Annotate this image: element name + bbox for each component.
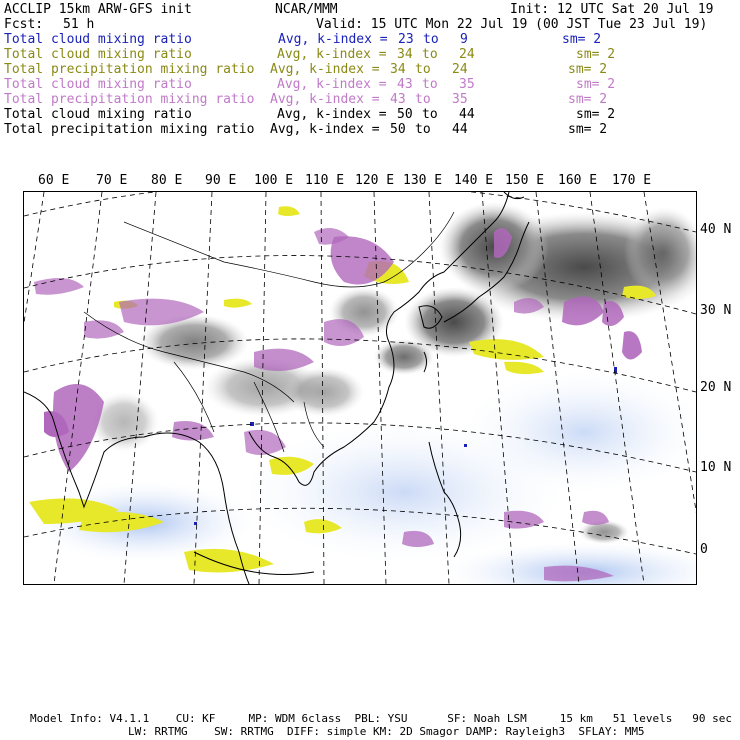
lat-label-10n: 10 N [700, 460, 732, 475]
legend-field-name: Total cloud mixing ratio [4, 77, 192, 92]
lon-label-90e: 90 E [205, 173, 237, 188]
forecast-label: Fcst: [4, 17, 44, 32]
lon-label-60e: 60 E [38, 173, 70, 188]
lon-label-170e: 170 E [612, 173, 652, 188]
legend-k-start: 23 [398, 32, 414, 47]
legend-smoothing: sm= 2 [576, 107, 616, 122]
legend-to-word: to [422, 77, 438, 92]
lat-label-40n: 40 N [700, 222, 732, 237]
legend-avg-label: Avg, k-index = [270, 122, 380, 137]
legend-smoothing: sm= 2 [568, 92, 608, 107]
legend-smoothing: sm= 2 [562, 32, 602, 47]
legend-to-word: to [423, 32, 439, 47]
lon-label-100e: 100 E [254, 173, 294, 188]
lon-label-140e: 140 E [454, 173, 494, 188]
model-info-line1: Model Info: V4.1.1 CU: KF MP: WDM 6class PBL: YSU SF: Noah LSM 15 km 51 levels 90 sec [30, 712, 732, 725]
model-info-line2: LW: RRTMG SW: RRTMG DIFF: simple KM: 2D Smagor DAMP: Rayleigh3 SFLAY: MM5 [128, 725, 645, 738]
lat-label-0: 0 [700, 542, 708, 557]
legend-avg-label: Avg, k-index = [277, 47, 387, 62]
legend-k-start: 50 [397, 107, 413, 122]
legend-k-end: 44 [452, 122, 468, 137]
lat-label-30n: 30 N [700, 303, 732, 318]
lon-label-110e: 110 E [305, 173, 345, 188]
legend-field-name: Total cloud mixing ratio [4, 47, 192, 62]
legend-k-start: 34 [397, 47, 413, 62]
lon-label-160e: 160 E [558, 173, 598, 188]
lat-label-20n: 20 N [700, 380, 732, 395]
lon-label-70e: 70 E [96, 173, 128, 188]
legend-field-name: Total cloud mixing ratio [4, 32, 192, 47]
legend-smoothing: sm= 2 [576, 77, 616, 92]
legend-avg-label: Avg, k-index = [278, 32, 388, 47]
legend-k-end: 35 [459, 77, 475, 92]
legend-smoothing: sm= 2 [568, 62, 608, 77]
legend-field-name: Total precipitation mixing ratio [4, 122, 255, 137]
legend-to-word: to [422, 107, 438, 122]
legend-avg-label: Avg, k-index = [277, 107, 387, 122]
forecast-hours: 51 h [63, 17, 95, 32]
lon-label-80e: 80 E [151, 173, 183, 188]
legend-k-start: 34 [390, 62, 406, 77]
legend-k-start: 43 [397, 77, 413, 92]
weather-map [23, 191, 697, 585]
legend-k-end: 24 [459, 47, 475, 62]
lon-label-120e: 120 E [355, 173, 395, 188]
legend-k-start: 43 [390, 92, 406, 107]
legend-field-name: Total precipitation mixing ratio [4, 92, 255, 107]
legend-to-word: to [422, 47, 438, 62]
legend-field-name: Total precipitation mixing ratio [4, 62, 255, 77]
legend-smoothing: sm= 2 [568, 122, 608, 137]
legend-to-word: to [415, 92, 431, 107]
model-title: ACCLIP 15km ARW-GFS init [4, 2, 192, 17]
lon-label-130e: 130 E [403, 173, 443, 188]
legend-k-start: 50 [390, 122, 406, 137]
legend-avg-label: Avg, k-index = [270, 92, 380, 107]
legend-k-end: 24 [452, 62, 468, 77]
init-time: Init: 12 UTC Sat 20 Jul 19 [510, 2, 714, 17]
legend-k-end: 9 [460, 32, 468, 47]
legend-to-word: to [415, 122, 431, 137]
organization-label: NCAR/MMM [275, 2, 338, 17]
valid-time: Valid: 15 UTC Mon 22 Jul 19 (00 JST Tue 23 Jul 19) [316, 17, 708, 32]
lon-label-150e: 150 E [505, 173, 545, 188]
map-canvas [24, 192, 696, 584]
legend-to-word: to [415, 62, 431, 77]
legend-k-end: 35 [452, 92, 468, 107]
legend-avg-label: Avg, k-index = [277, 77, 387, 92]
legend-avg-label: Avg, k-index = [270, 62, 380, 77]
legend-field-name: Total cloud mixing ratio [4, 107, 192, 122]
legend-k-end: 44 [459, 107, 475, 122]
legend-smoothing: sm= 2 [576, 47, 616, 62]
